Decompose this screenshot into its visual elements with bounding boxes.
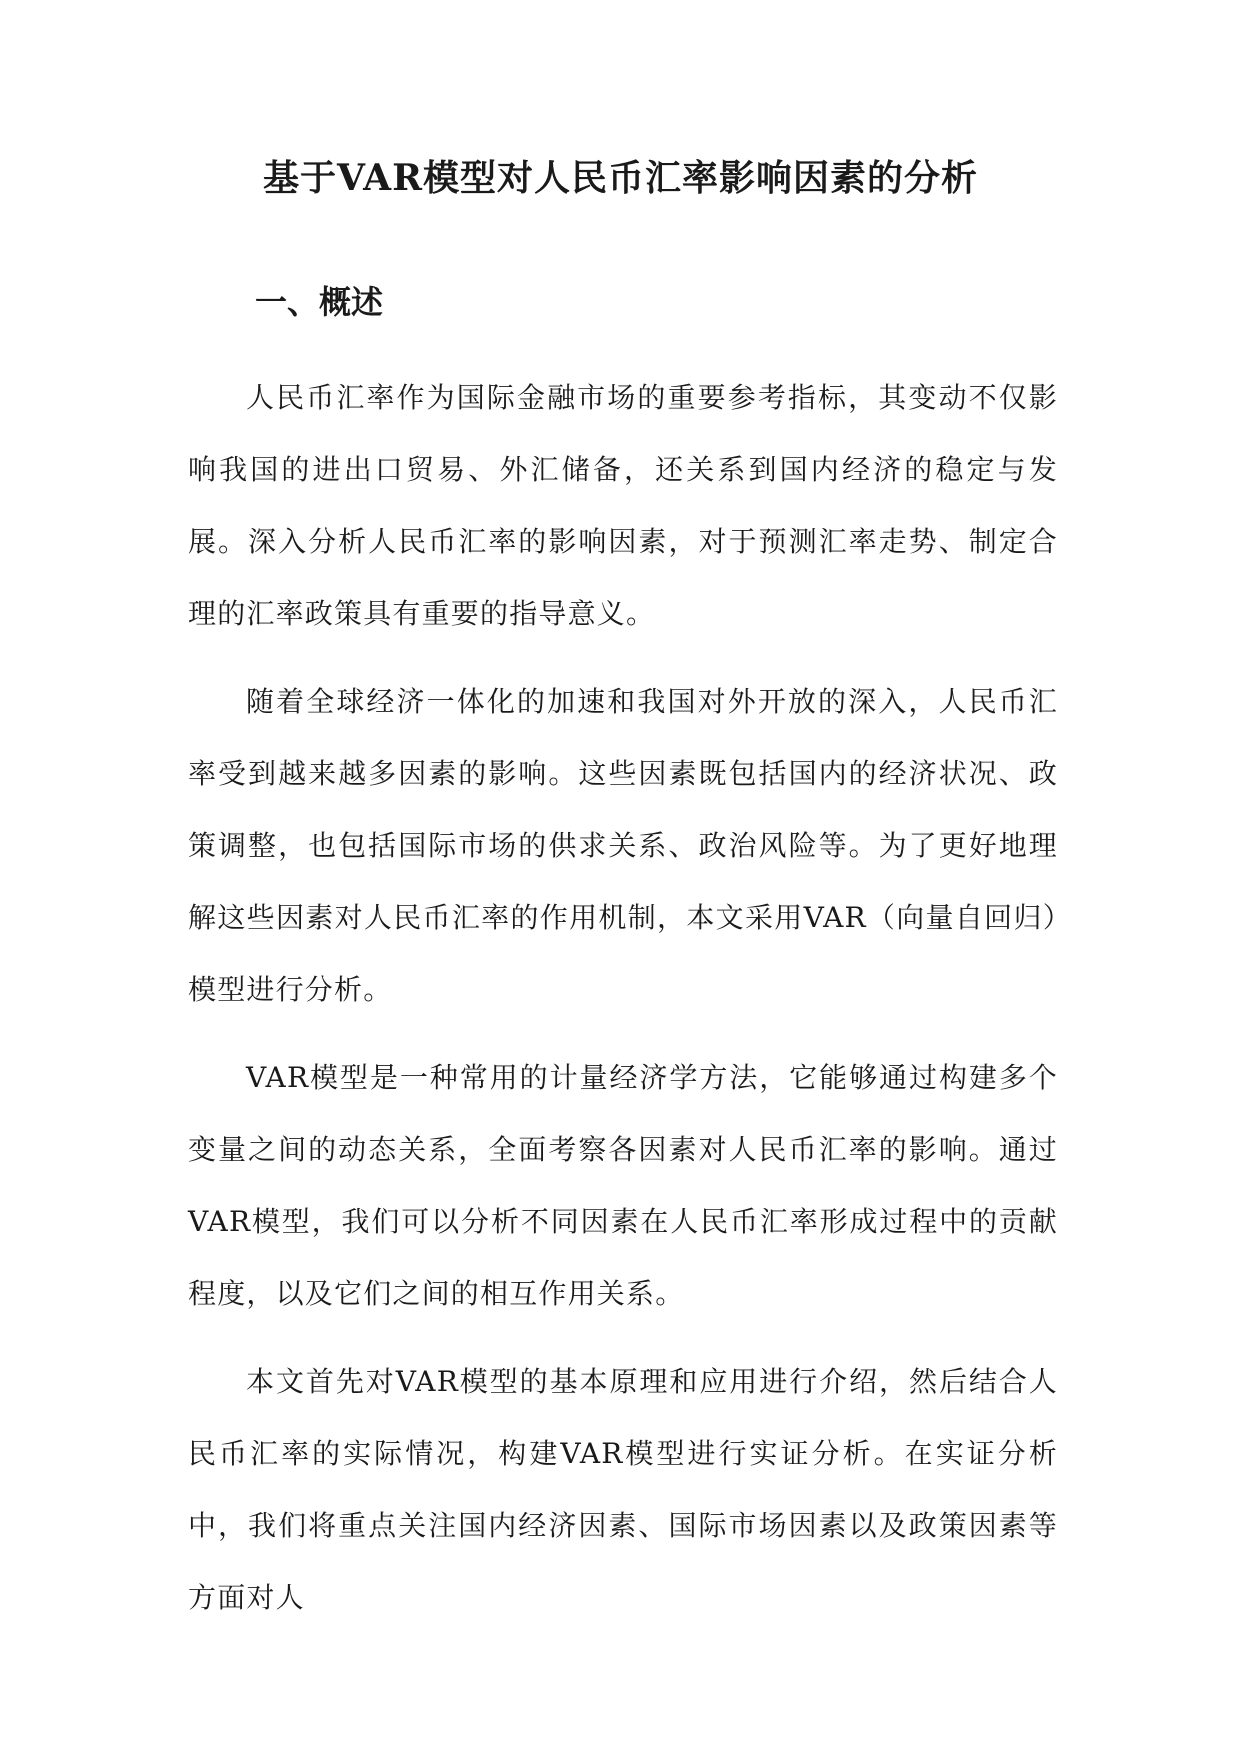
section-heading: 一、概述 xyxy=(255,283,384,321)
document-body xyxy=(188,362,1058,1650)
paragraph-2: 随着全球经济一体化的加速和我国对外开放的深入，人民币汇率受到越来越多因素的影响。这些因素既包括国内的经济状况、政策调整，也包括国际市场的供求关系、政治风险等。为了更好地理解这些因素对人民币汇率的作用机制，本文采用VAR（向量自回归）模型进行分析。 xyxy=(188,685,1058,1006)
paragraph-4: 本文首先对VAR模型的基本原理和应用进行介绍，然后结合人民币汇率的实际情况，构建VAR模型进行实证分析。在实证分析中，我们将重点关注国内经济因素、国际市场因素以及政策因素等方面对人 xyxy=(188,1365,1058,1614)
document-title: 基于VAR模型对人民币汇率影响因素的分析 xyxy=(263,157,978,199)
paragraph-1: 人民币汇率作为国际金融市场的重要参考指标，其变动不仅影响我国的进出口贸易、外汇储备，还关系到国内经济的稳定与发展。深入分析人民币汇率的影响因素，对于预测汇率走势、制定合理的汇率政策具有重要的指导意义。 xyxy=(188,381,1058,630)
paragraph-3: VAR模型是一种常用的计量经济学方法，它能够通过构建多个变量之间的动态关系，全面考察各因素对人民币汇率的影响。通过VAR模型，我们可以分析不同因素在人民币汇率形成过程中的贡献程度，以及它们之间的相互作用关系。 xyxy=(188,1061,1058,1310)
